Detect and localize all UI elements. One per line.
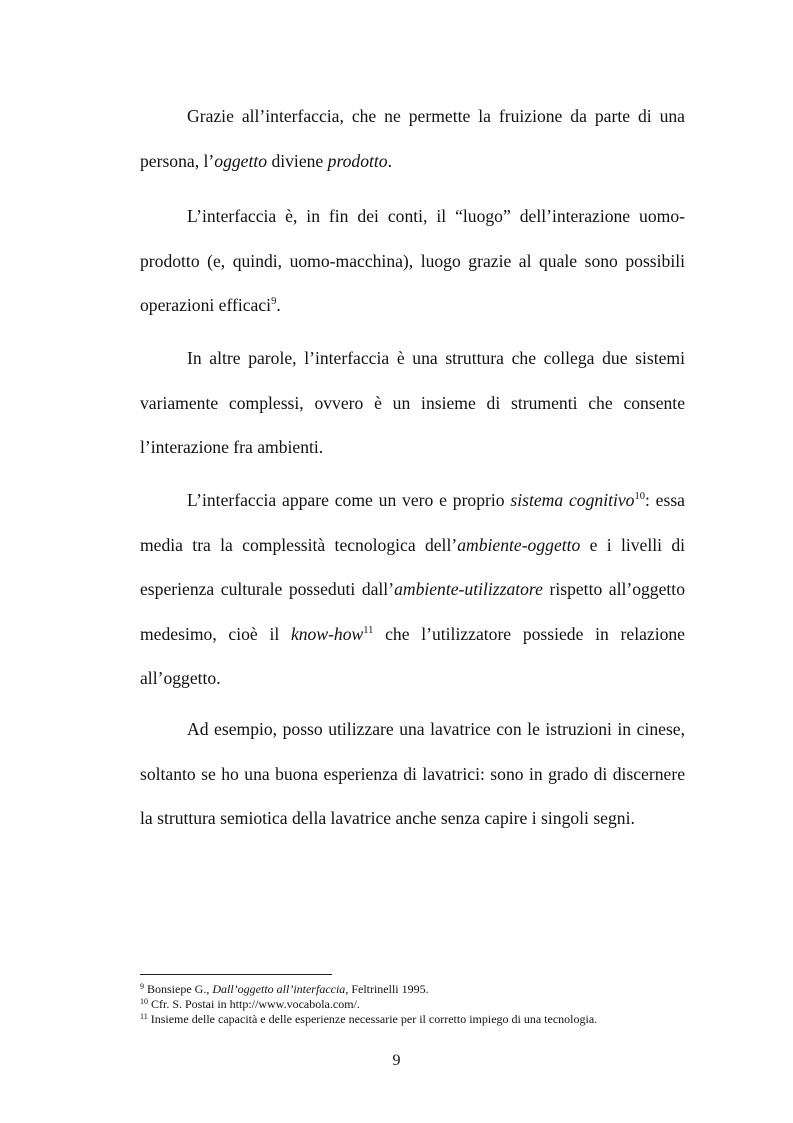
italic-text: prodotto [327,150,388,171]
text-run: Bonsiepe G., [144,982,213,996]
text-run: rispetto all’oggetto medesimo, cioè il [140,579,685,644]
body-paragraph-2 [140,194,685,328]
footnote-ref: 10 [634,491,645,502]
text-run: Cfr. S. Postai in http://www.vocabola.com/. [148,997,360,1011]
footnote-separator [140,974,332,975]
text-run: : essa media tra la complessità tecnologica dell’ [140,490,685,555]
footnotes [140,982,700,1027]
footnote-11 [140,1012,700,1027]
italic-text: ambiente-utilizzatore [394,579,543,599]
body-paragraph-1 [140,94,685,183]
body-paragraph-4 [140,478,685,701]
text-run: In altre parole, l’interfaccia è una struttura che collega due sistemi variamente complessi, ovvero è un insieme di strumenti che consente l’interazione fra ambienti. [140,348,685,457]
italic-text: sistema cognitivo [510,490,635,510]
footnote-10 [140,997,700,1012]
text-run: . [276,295,281,315]
footnote-ref: 11 [140,1012,148,1021]
footnote-9 [140,982,700,997]
footnote-ref: 9 [271,296,277,307]
text-run: L’interfaccia appare come un vero e proprio [187,490,511,510]
italic-text: oggetto [214,150,268,171]
italic-text: ambiente-oggetto [457,534,581,555]
text-run: Ad esempio, posso utilizzare una lavatrice con le istruzioni in cinese, soltanto se ho una buona esperienza di lavatrici: sono in grado di discernere la struttura semiotica della lavatrice anche senza capire i singoli segni. [140,719,685,828]
text-run: che l’utilizzatore possiede in relazione all’oggetto. [140,623,685,688]
footnote-ref: 9 [140,982,144,991]
body-paragraph-3 [140,336,685,470]
text-run: . [387,150,393,171]
footnote-ref: 11 [363,624,374,636]
page-number: 9 [392,1052,401,1069]
text-run: L’interfaccia è, in fin dei conti, il “luogo” dell’interazione uomo-prodotto (e, quindi, uomo-macchina), luogo grazie al quale sono possibili operazioni efficaci [140,206,685,315]
italic-text: Dall’oggetto all’interfaccia [212,982,346,996]
footnote-ref: 10 [140,997,148,1006]
body-paragraph-5 [140,707,685,841]
italic-text: know-how [290,623,364,644]
text-run: , Feltrinelli 1995. [345,982,429,996]
text-run: diviene [267,150,328,171]
text-run: Grazie all’interfaccia, che ne permette la fruizione da parte di una persona, l’ [140,106,685,171]
text-run: e i livelli di esperienza culturale posseduti dall’ [140,534,686,599]
text-run: Insieme delle capacità e delle esperienze necessarie per il corretto impiego di una tecnologia. [147,1012,598,1026]
